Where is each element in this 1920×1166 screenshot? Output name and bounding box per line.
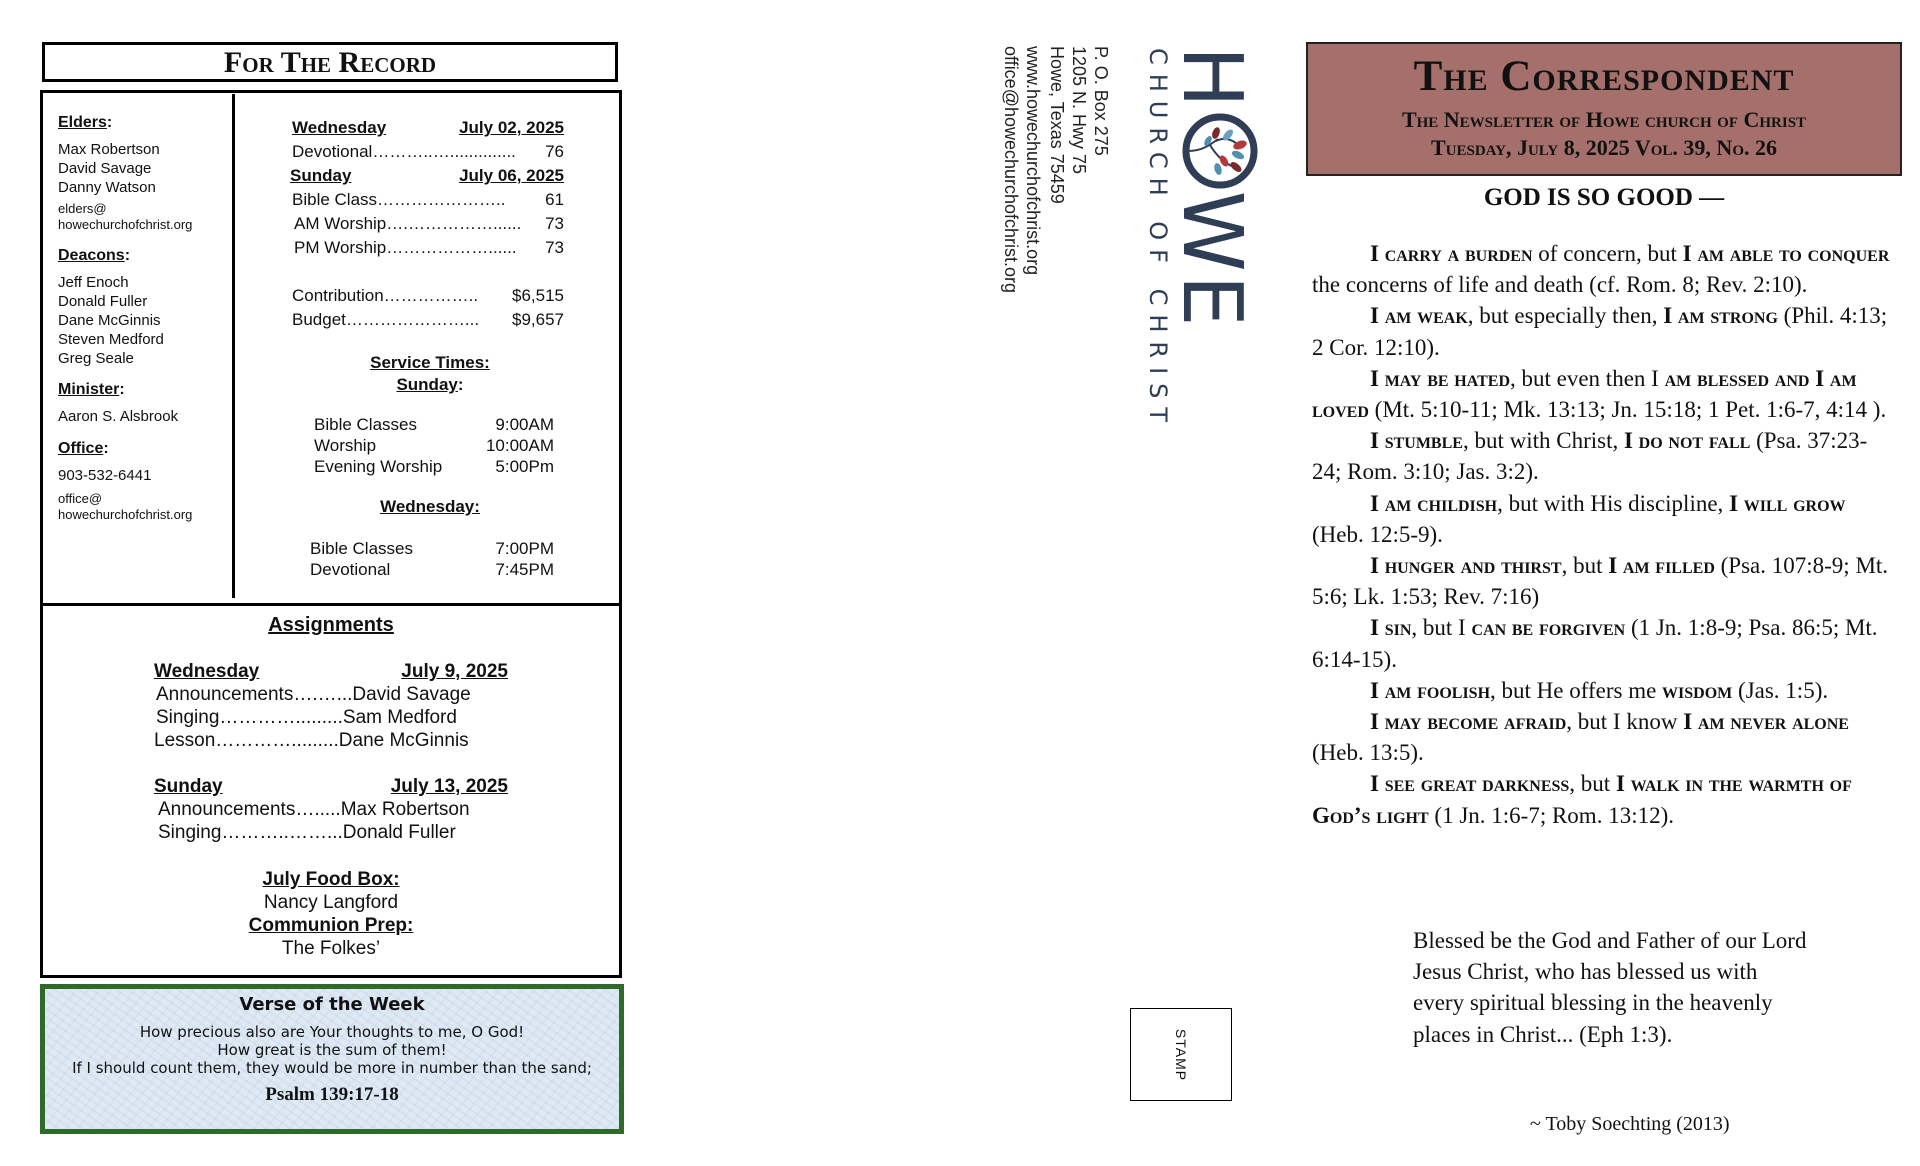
service-name: Evening Worship <box>314 457 443 476</box>
wednesday-date: July 02, 2025 <box>459 118 564 137</box>
body-text: (Heb. 13:5). <box>1312 740 1424 766</box>
budget-label: Budget…………………... <box>292 310 480 329</box>
attendance-table <box>292 116 564 332</box>
emphasis-text: I am never alone <box>1683 709 1849 735</box>
assignment-line: Singing………….........Sam Medford <box>156 707 457 728</box>
article-title: GOD IS SO GOOD — <box>1483 184 1725 211</box>
return-address <box>1001 46 1255 446</box>
assignments-sunday <box>154 775 508 844</box>
bible-class-value: 61 <box>545 190 564 209</box>
deacon-name: Donald Fuller <box>58 293 148 310</box>
body-text: , but even then I <box>1510 365 1665 391</box>
communion-name: The Folkes’ <box>281 938 381 959</box>
body-text: , but I know <box>1566 709 1684 735</box>
emphasis-text: I may become afraid <box>1370 709 1567 735</box>
body-text: (Jas. 1:5). <box>1732 677 1829 703</box>
article-paragraph <box>1312 675 1892 706</box>
minister-name: Aaron S. Alsbrook <box>58 408 179 425</box>
article-paragraph <box>1312 238 1892 300</box>
service-time: 9:00AM <box>495 415 554 434</box>
body-text: (Mt. 5:10-11; Mk. 13:13; Jn. 15:18; 1 Pet. 1:6-7, 4:14 ). <box>1368 397 1887 423</box>
body-text: (1 Jn. 1:6-7; Rom. 13:12). <box>1428 802 1675 828</box>
elders-email <box>58 201 230 233</box>
office-email <box>58 491 230 523</box>
attendance-wednesday-header <box>292 116 564 140</box>
verse-reference: Psalm 139:17-18 <box>265 1084 399 1105</box>
service-times-heading: Service Times: <box>370 353 490 372</box>
assignments-sunday-header <box>154 775 508 798</box>
elders-list <box>58 140 230 197</box>
newsletter-masthead <box>1306 42 1902 176</box>
deacon-name: Greg Seale <box>58 350 134 367</box>
service-row <box>310 538 554 559</box>
assign-wednesday-date: July 9, 2025 <box>401 661 508 682</box>
service-time: 5:00Pm <box>495 457 554 476</box>
service-name: Devotional <box>310 560 391 579</box>
assignment-line: Lesson………….........Dane McGinnis <box>154 730 469 751</box>
elders-email-line1: elders@ <box>58 201 107 216</box>
newsletter-subtitle <box>1308 106 1900 162</box>
assign-sunday-label: Sunday <box>154 776 223 797</box>
body-text: , but He offers me <box>1490 677 1663 703</box>
body-text: , but I <box>1411 615 1472 641</box>
article-paragraph <box>1312 425 1892 487</box>
article-body <box>1312 238 1892 831</box>
emphasis-text: I hunger and thirst <box>1370 553 1562 579</box>
attendance-row <box>292 188 564 212</box>
stamp-label: STAMP <box>1173 1028 1189 1081</box>
body-text: (Heb. 12:5-9). <box>1312 521 1443 547</box>
am-worship-value: 73 <box>545 214 564 233</box>
budget-row <box>292 308 564 332</box>
address-line: 1205 N. Hwy 75 <box>1069 46 1089 175</box>
assign-wednesday-label: Wednesday <box>154 661 260 682</box>
body-text: , but especially then, <box>1467 303 1664 329</box>
sunday-label: Sunday <box>290 166 352 185</box>
logo-letters-we: WE <box>1164 190 1259 330</box>
assignment-line: Announcements….…...David Savage <box>156 684 471 705</box>
deacons-list <box>58 273 230 368</box>
emphasis-text: am blessed and I am loved <box>1312 365 1857 423</box>
logo-letter-h: H <box>1164 46 1259 111</box>
record-divider <box>232 94 235 598</box>
body-text: , but with His discipline, <box>1497 490 1730 516</box>
sunday-date: July 06, 2025 <box>459 166 564 185</box>
elders-heading: Elders <box>58 114 107 131</box>
email-link[interactable]: office@howechurchofchrist.org <box>1001 46 1021 294</box>
emphasis-text: wisdom <box>1662 677 1733 703</box>
communion-heading: Communion Prep: <box>248 915 414 936</box>
attendance-row <box>294 236 564 260</box>
deacons-heading: Deacons <box>58 247 125 264</box>
service-row <box>314 414 554 435</box>
assignments-wednesday-header <box>154 660 508 683</box>
service-time: 7:45PM <box>495 560 554 579</box>
elder-name: Danny Watson <box>58 179 156 196</box>
body-text: (1 Jn. 1:8-9; Psa. 86:5; Mt. 6:14-15). <box>1312 615 1878 672</box>
verse-of-the-week <box>40 984 624 1134</box>
emphasis-text: I am foolish <box>1370 677 1491 703</box>
pm-worship-value: 73 <box>545 238 564 257</box>
article-closing: Blessed be the God and Father of our Lord Jesus Christ, who has blessed us with every spiritual blessing in the heavenly places in Christ... (Eph 1:3). <box>1413 928 1807 1047</box>
address-line: P. O. Box 275 <box>1091 46 1111 156</box>
service-row <box>314 456 554 477</box>
assign-sunday-date: July 13, 2025 <box>390 776 508 797</box>
service-times-heading-block: Service Times: Sunday: <box>292 352 568 396</box>
emphasis-text: I stumble <box>1370 428 1463 454</box>
wednesday-services-list <box>310 538 554 580</box>
service-name: Bible Classes <box>314 415 417 434</box>
service-time: 10:00AM <box>485 436 554 455</box>
assignment-line: Singing………..……...Donald Fuller <box>158 822 456 843</box>
body-text: (Psa. 37:23-24; Rom. 3:10; Jas. 3:2). <box>1312 428 1868 485</box>
contribution-label: Contribution…………….. <box>292 286 479 305</box>
issue-info: Tuesday, July 8, 2025 Vol. 39, No. 26 <box>1431 135 1777 160</box>
service-row <box>310 559 554 580</box>
attendance-sunday-header <box>290 164 564 188</box>
emphasis-text: I am weak <box>1370 303 1468 329</box>
assignments-wednesday <box>154 660 508 752</box>
emphasis-text: I am filled <box>1608 553 1715 579</box>
verse-line: How great is the sum of them! <box>217 1041 447 1059</box>
emphasis-text: I sin <box>1370 615 1412 641</box>
elder-name: Max Robertson <box>58 141 160 158</box>
leadership-column: Elders: Max Robertson David Savage Danny Watson elders@ howechurchofchrist.org Deacons: Jeff Enoch Donald Fuller Dane McGinnis Steven Medford Greg Seale Minister: Aaron S. Alsbrook Office: 903-532-6441 office@ howechurchofchrist.org <box>58 114 230 523</box>
service-time: 7:00PM <box>495 539 554 558</box>
website-link[interactable]: www.howechurchofchrist.org <box>1023 46 1043 276</box>
verse-line: How precious also are Your thoughts to me, O God! <box>139 1023 525 1041</box>
sunday-services-heading: Sunday <box>396 375 458 394</box>
emphasis-text: I see great darkness <box>1370 771 1570 797</box>
office-phone: 903-532-6441 <box>58 467 152 484</box>
am-worship-label: AM Worship….……………...... <box>294 214 522 233</box>
budget-value: $9,657 <box>512 310 564 329</box>
food-box-section <box>40 868 622 960</box>
body-text: (Psa. 107:8-9; Mt. 5:6; Lk. 1:53; Rev. 7:16) <box>1312 553 1889 610</box>
verse-line: If I should count them, they would be more in number than the sand; <box>72 1059 592 1077</box>
wednesday-label: Wednesday <box>292 118 387 137</box>
contribution-value: $6,515 <box>512 286 564 305</box>
address-line: Howe, Texas 75459 <box>1047 46 1067 204</box>
service-name: Worship <box>314 436 377 455</box>
body-text: , but <box>1561 553 1609 579</box>
food-box-heading: July Food Box: <box>262 869 400 890</box>
article-paragraph <box>1312 706 1892 768</box>
emphasis-text: I am able to conquer <box>1682 241 1890 266</box>
service-row <box>314 435 554 456</box>
emphasis-text: can be forgiven <box>1471 615 1626 641</box>
verse-text <box>45 1023 619 1077</box>
emphasis-text: I do not fall <box>1623 428 1751 454</box>
logo-subtitle: CHURCH OF CHRIST <box>1144 48 1172 432</box>
attendance-row <box>294 212 564 236</box>
deacon-name: Dane McGinnis <box>58 312 161 329</box>
deacon-name: Steven Medford <box>58 331 164 348</box>
article-paragraph <box>1312 768 1892 830</box>
article-paragraph <box>1312 300 1892 362</box>
article-author: ~ Toby Soechting (2013) <box>1530 1113 1730 1135</box>
sunday-services-list <box>314 414 554 477</box>
food-box-name: Nancy Langford <box>263 892 399 913</box>
pm-worship-label: PM Worship………………...... <box>294 238 517 257</box>
emphasis-text: I may be hated <box>1370 365 1510 391</box>
assignments-heading: Assignments <box>268 614 394 636</box>
article-paragraph <box>1312 550 1892 612</box>
body-text: (Phil. 4:13; 2 Cor. 12:10). <box>1312 303 1888 360</box>
emphasis-text: I carry a burden <box>1370 241 1533 266</box>
article-paragraph <box>1312 612 1892 674</box>
article-paragraph <box>1312 488 1892 550</box>
service-name: Bible Classes <box>310 539 413 558</box>
emphasis-text: I will grow <box>1729 490 1846 516</box>
devotional-label: Devotional………..….............. <box>292 142 516 161</box>
subtitle-line: The Newsletter of Howe church of Christ <box>1401 107 1807 132</box>
body-text: , but with Christ, <box>1462 428 1624 454</box>
office-email-line2: howechurchofchrist.org <box>58 507 193 522</box>
office-heading: Office <box>58 440 104 457</box>
wednesday-services-heading: Wednesday: <box>380 497 480 516</box>
emphasis-text: I am strong <box>1663 303 1778 329</box>
office-email-line1: office@ <box>58 491 103 506</box>
elder-name: David Savage <box>58 160 152 177</box>
assignment-line: Announcements….....Max Robertson <box>158 799 470 820</box>
verse-heading: Verse of the Week <box>239 994 425 1015</box>
deacon-name: Jeff Enoch <box>58 274 129 291</box>
stamp-box <box>1130 1008 1232 1101</box>
newsletter-title: The Correspondent <box>1413 53 1795 100</box>
contribution-row <box>292 284 564 308</box>
body-text: , but <box>1569 771 1616 797</box>
for-the-record-title: For The Record <box>42 42 618 82</box>
elders-email-line2: howechurchofchrist.org <box>58 217 193 232</box>
devotional-value: 76 <box>545 142 564 161</box>
emphasis-text: I walk in the warmth of God’s light <box>1312 771 1852 828</box>
body-text: the concerns of life and death (cf. Rom. 8; Rev. 2:10). <box>1312 272 1808 298</box>
body-text: of concern, but <box>1532 241 1683 266</box>
minister-heading: Minister <box>58 381 120 398</box>
bible-class-label: Bible Class………………….. <box>292 190 506 209</box>
article-paragraph <box>1312 363 1892 425</box>
emphasis-text: I am childish <box>1370 490 1498 516</box>
attendance-row <box>292 140 564 164</box>
